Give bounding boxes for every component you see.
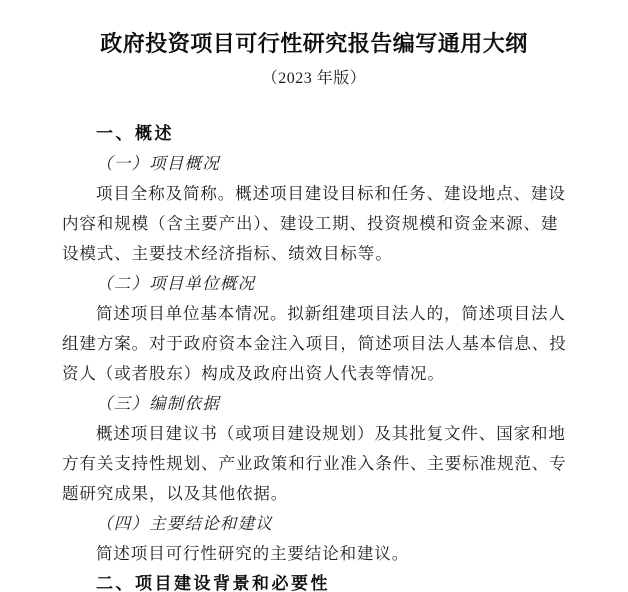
text-line-paragraph-line: 设模式、主要技术经济指标、绩效目标等。: [62, 244, 393, 263]
text-line-paragraph-line: 方有关支持性规划、产业政策和行业准入条件、主要标准规范、专: [62, 454, 567, 473]
text-line-sub-heading: （二）项目单位概况: [96, 274, 256, 293]
text-line-sub-heading: （一）项目概况: [96, 154, 220, 173]
text-line-section-heading: 一、概述: [96, 124, 174, 143]
text-line-sub-heading: （三）编制依据: [96, 394, 220, 413]
document-title: 政府投资项目可行性研究报告编写通用大纲: [100, 31, 528, 56]
text-line-paragraph-line: 题研究成果，以及其他依据。: [62, 484, 289, 503]
text-line-paragraph-line: 资人（或者股东）构成及政府出资人代表等情况。: [62, 364, 445, 383]
document-body: [62, 119, 566, 592]
text-line-section-heading: 二、项目建设背景和必要性: [96, 574, 330, 592]
text-line-paragraph-line: 概述项目建议书（或项目建设规划）及其批复文件、国家和地: [96, 424, 566, 443]
text-line-paragraph-line: 简述项目单位基本情况。拟新组建项目法人的，简述项目法人: [96, 304, 566, 323]
text-line-paragraph-line: 项目全称及简称。概述项目建设目标和任务、建设地点、建设: [96, 184, 566, 203]
text-line-paragraph-line: 组建方案。对于政府资本金注入项目，简述项目法人基本信息、投: [62, 334, 567, 353]
document-edition: （2023 年版）: [261, 70, 367, 87]
text-line-paragraph-line: 内容和规模（含主要产出）、建设工期、投资规模和资金来源、建: [62, 214, 559, 233]
text-line-paragraph-line: 简述项目可行性研究的主要结论和建议。: [96, 544, 410, 563]
text-line-sub-heading: （四）主要结论和建议: [96, 514, 273, 533]
